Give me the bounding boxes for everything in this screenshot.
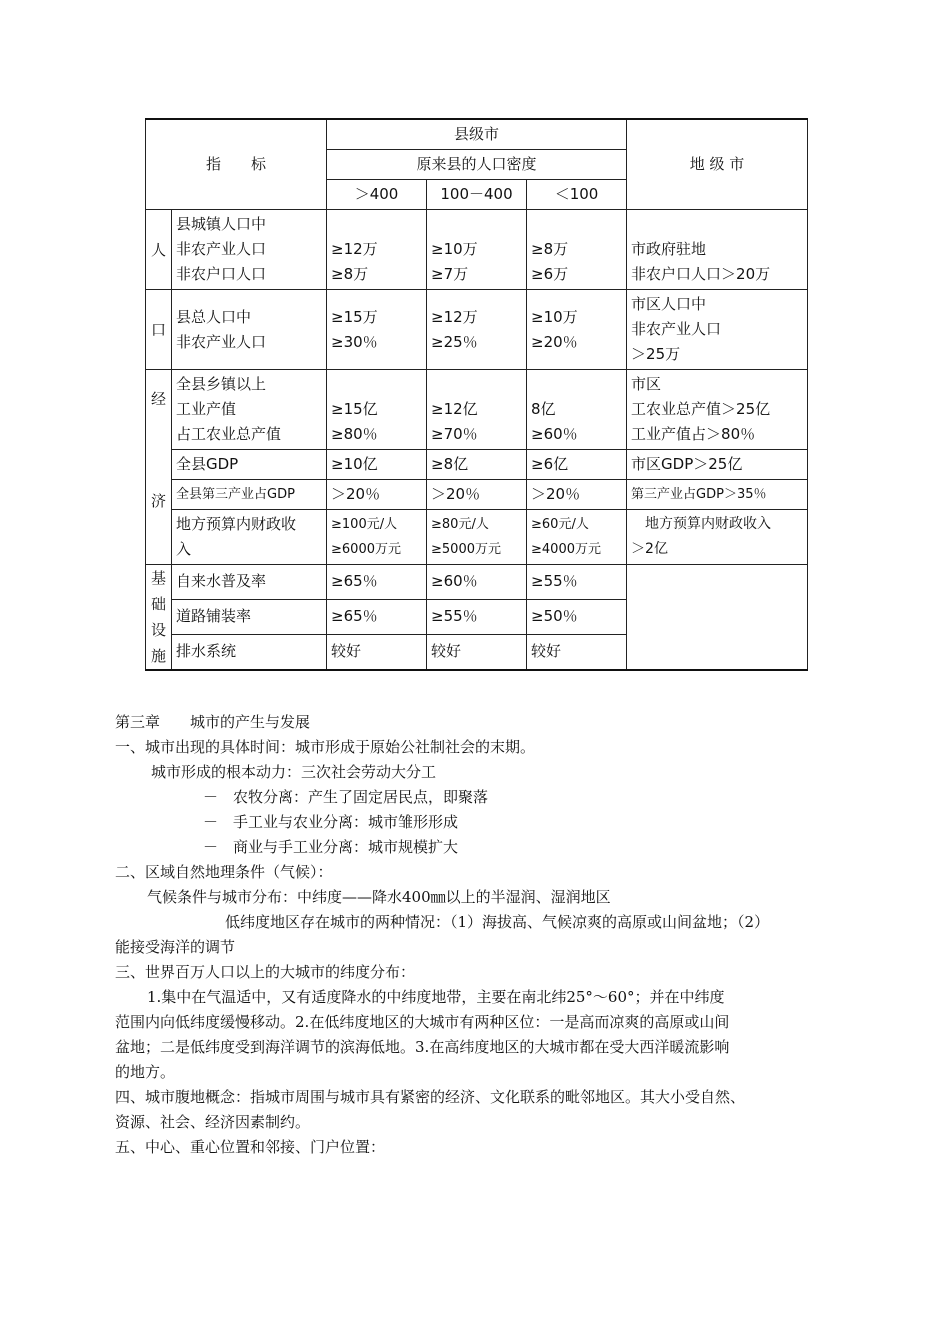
- cell-density-mid: ≥60％: [427, 565, 527, 600]
- cell-prefecture: 市区GDP＞25亿: [627, 450, 808, 480]
- paragraph: 的地方。: [115, 1063, 176, 1081]
- row-label: 全县乡镇以上 工业产值 占工农业总产值: [172, 370, 327, 450]
- group-label-economy: 经 济: [146, 370, 172, 565]
- table-row: [146, 480, 808, 510]
- header-density: 原来县的人口密度: [327, 150, 627, 180]
- cell-density-low: ≥60元/人 ≥4000万元: [527, 510, 627, 565]
- paragraph: 资源、社会、经济因素制约。: [115, 1113, 311, 1131]
- paragraph: 1.集中在气温适中，又有适度降水的中纬度地带，主要在南北纬25°～60°；并在中纬度: [147, 988, 725, 1006]
- table-row: [146, 290, 808, 370]
- row-label: 县总人口中 非农产业人口: [172, 290, 327, 370]
- cell-density-high: ≥65％: [327, 565, 427, 600]
- cell-density-high: ＞20％: [327, 480, 427, 510]
- row-label: 排水系统: [172, 634, 327, 670]
- criteria-table-wrapper: [145, 118, 807, 665]
- cell-density-mid: 较好: [427, 634, 527, 670]
- paragraph: 低纬度地区存在城市的两种情况：（1）海拔高、气候凉爽的高原或山间盆地；（2）: [225, 913, 770, 931]
- table-row: [146, 450, 808, 480]
- cell-density-low: 8亿 ≥60％: [527, 370, 627, 450]
- table-row: [146, 370, 808, 450]
- cell-prefecture: 市区 工农业总产值＞25亿 工业产值占＞80％: [627, 370, 808, 450]
- cell-density-mid: ≥55％: [427, 599, 527, 634]
- cell-density-low: ≥50％: [527, 599, 627, 634]
- paragraph: 气候条件与城市分布：中纬度——降水400㎜以上的半湿润、湿润地区: [147, 888, 611, 906]
- group-label-infrastructure: 基 础 设 施: [146, 565, 172, 671]
- table-row: [146, 210, 808, 290]
- list-item: － 商业与手工业分离：城市规模扩大: [203, 838, 459, 856]
- cell-density-high: ≥15亿 ≥80％: [327, 370, 427, 450]
- cell-prefecture: 第三产业占GDP＞35％: [627, 480, 808, 510]
- paragraph: 三、世界百万人口以上的大城市的纬度分布：: [115, 963, 416, 981]
- row-label: 自来水普及率: [172, 565, 327, 600]
- cell-density-mid: ＞20％: [427, 480, 527, 510]
- header-density-mid: 100－400: [427, 180, 527, 210]
- header-indicator: 指 标: [146, 119, 327, 210]
- list-item: － 农牧分离：产生了固定居民点，即聚落: [203, 788, 489, 806]
- cell-density-high: ≥10亿: [327, 450, 427, 480]
- city-criteria-table: [145, 118, 808, 671]
- cell-density-low: ≥8万 ≥6万: [527, 210, 627, 290]
- paragraph: 一、城市出现的具体时间：城市形成于原始公社制社会的末期。: [115, 738, 536, 756]
- cell-density-mid: ≥12万 ≥25％: [427, 290, 527, 370]
- paragraph: 四、城市腹地概念：指城市周围与城市具有紧密的经济、文化联系的毗邻地区。其大小受自然、: [115, 1088, 746, 1106]
- row-label: 全县第三产业占GDP: [172, 480, 327, 510]
- paragraph: 范围内向低纬度缓慢移动。2.在低纬度地区的大城市有两种区位：一是高而凉爽的高原或山间: [115, 1013, 730, 1031]
- cell-density-low: ≥55％: [527, 565, 627, 600]
- list-item: － 手工业与农业分离：城市雏形形成: [203, 813, 459, 831]
- row-label: 道路铺装率: [172, 599, 327, 634]
- header-county-city: 县级市: [327, 119, 627, 150]
- cell-density-high: ≥15万 ≥30％: [327, 290, 427, 370]
- cell-density-high: ≥100元/人 ≥6000万元: [327, 510, 427, 565]
- group-label-population: 口: [146, 290, 172, 370]
- table-row: [146, 510, 808, 565]
- cell-density-mid: ≥80元/人 ≥5000万元: [427, 510, 527, 565]
- header-density-high: ＞400: [327, 180, 427, 210]
- cell-density-high: ≥65％: [327, 599, 427, 634]
- cell-density-low: 较好: [527, 634, 627, 670]
- cell-density-high: 较好: [327, 634, 427, 670]
- chapter-title: 第三章 城市的产生与发展: [115, 713, 311, 731]
- paragraph: 五、中心、重心位置和邻接、门户位置：: [115, 1138, 386, 1156]
- cell-density-mid: ≥12亿 ≥70％: [427, 370, 527, 450]
- header-density-low: ＜100: [527, 180, 627, 210]
- paragraph: 盆地；二是低纬度受到海洋调节的滨海低地。3.在高纬度地区的大城市都在受大西洋暖流影响: [115, 1038, 730, 1056]
- cell-density-low: ≥10万 ≥20％: [527, 290, 627, 370]
- row-label: 全县GDP: [172, 450, 327, 480]
- group-label-population: 人: [146, 210, 172, 290]
- cell-prefecture: 市区人口中 非农产业人口 ＞25万: [627, 290, 808, 370]
- paragraph: 能接受海洋的调节: [115, 938, 236, 956]
- header-prefecture-city: 地 级 市: [627, 119, 808, 210]
- cell-density-low: ≥6亿: [527, 450, 627, 480]
- table-row: [146, 565, 808, 600]
- row-label: 县城镇人口中 非农产业人口 非农户口人口: [172, 210, 327, 290]
- cell-prefecture-empty: [627, 565, 808, 671]
- cell-density-high: ≥12万 ≥8万: [327, 210, 427, 290]
- chapter-body: [115, 710, 815, 1160]
- cell-density-mid: ≥10万 ≥7万: [427, 210, 527, 290]
- cell-prefecture: 市政府驻地 非农户口人口＞20万: [627, 210, 808, 290]
- paragraph: 城市形成的根本动力：三次社会劳动大分工: [151, 763, 437, 781]
- cell-prefecture: 地方预算内财政收入 ＞2亿: [627, 510, 808, 565]
- row-label: 地方预算内财政收 入: [172, 510, 327, 565]
- cell-density-low: ＞20％: [527, 480, 627, 510]
- paragraph: 二、区域自然地理条件（气候）：: [115, 863, 333, 881]
- cell-density-mid: ≥8亿: [427, 450, 527, 480]
